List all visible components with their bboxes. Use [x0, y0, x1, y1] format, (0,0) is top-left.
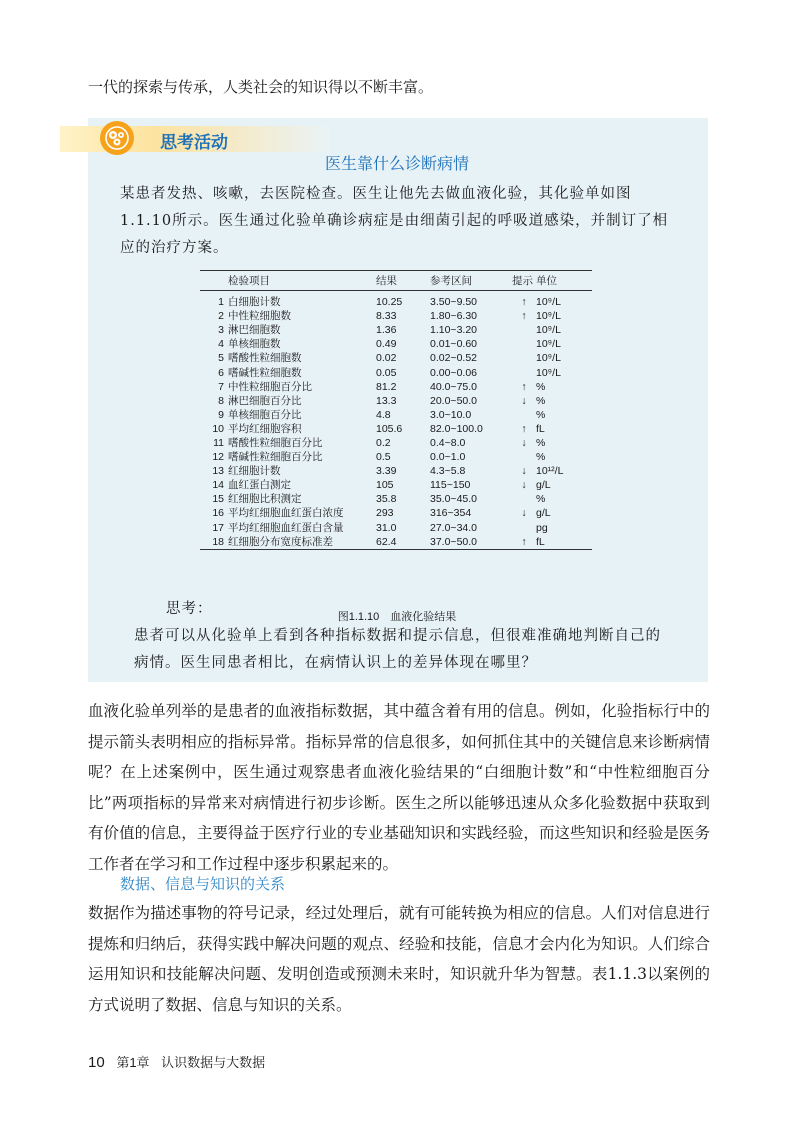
table-row: [200, 422, 592, 436]
cell-unit: g/L: [536, 507, 551, 520]
cell-name: 淋巴细胞数: [228, 324, 281, 337]
cell-ref: 1.10~3.20: [430, 324, 478, 337]
cell-unit: 10⁹/L: [536, 324, 561, 337]
lab-table-body: [200, 291, 592, 549]
cell-flag: [512, 365, 536, 379]
activity-scenario: 某患者发热、咳嗽，去医院检查。医生让他先去做血液化验，其化验单如图1.1.10所示。医生通过化验单确诊病症是由细菌引起的呼吸道感染，并制订了相应的治疗方案。: [120, 186, 669, 256]
cell-flag: ↓: [521, 479, 527, 492]
cell-unit: %: [536, 380, 546, 393]
header-result: 结果: [376, 271, 430, 291]
table-row: [200, 380, 592, 394]
cell-unit: fL: [536, 422, 545, 435]
cell-result: 81.2: [376, 380, 397, 393]
cell-result: 0.5: [376, 451, 391, 464]
cell-ref: 4.3~5.8: [430, 465, 466, 478]
cell-no: 6: [218, 366, 224, 379]
cell-flag: [512, 521, 536, 535]
cell-name: 平均红细胞血红蛋白浓度: [228, 507, 344, 520]
cell-result: 0.05: [376, 366, 397, 379]
cell-no: 5: [218, 352, 224, 365]
table-row: [200, 506, 592, 520]
table-row: [200, 351, 592, 365]
cell-unit: %: [536, 436, 546, 449]
cell-unit: 10⁹/L: [536, 338, 561, 351]
cell-unit: 10⁹/L: [536, 366, 561, 379]
cell-flag: [512, 351, 536, 365]
figure-caption: 图1.1.10 血液化验结果: [337, 611, 457, 623]
cell-no: 15: [212, 493, 224, 506]
cell-no: 17: [212, 521, 224, 534]
cell-unit: %: [536, 493, 546, 506]
cell-unit: %: [536, 408, 546, 421]
table-row: [200, 309, 592, 323]
cell-name: 平均红细胞血红蛋白含量: [228, 521, 344, 534]
cell-ref: 0.01~0.60: [430, 338, 478, 351]
cell-name: 淋巴细胞百分比: [228, 394, 302, 407]
cell-ref: 0.0~1.0: [430, 451, 466, 464]
cell-unit: %: [536, 394, 546, 407]
cell-result: 13.3: [376, 394, 397, 407]
table-row: [200, 337, 592, 351]
activity-heading: 医生靠什么诊断病情: [324, 154, 469, 173]
table-row: [200, 291, 592, 310]
cell-no: 7: [218, 380, 224, 393]
cell-name: 血红蛋白测定: [228, 479, 291, 492]
cell-flag: [512, 492, 536, 506]
cell-flag: [512, 337, 536, 351]
cell-ref: 316~354: [430, 507, 472, 520]
cell-flag: ↓: [521, 465, 527, 478]
cell-ref: 20.0~50.0: [430, 394, 478, 407]
table-row: [200, 535, 592, 549]
cell-unit: fL: [536, 535, 545, 548]
cell-name: 单核细胞百分比: [228, 408, 302, 421]
cell-result: 293: [376, 507, 394, 520]
lab-table-header-row: [200, 271, 592, 291]
cell-ref: 37.0~50.0: [430, 535, 478, 548]
cell-name: 嗜酸性粒细胞数: [228, 352, 302, 365]
cell-no: 18: [212, 535, 224, 548]
cell-unit: 10⁹/L: [536, 310, 561, 323]
cell-name: 中性粒细胞百分比: [228, 380, 312, 393]
cell-ref: 27.0~34.0: [430, 521, 478, 534]
cell-ref: 35.0~45.0: [430, 493, 478, 506]
cell-name: 红细胞比积测定: [228, 493, 302, 506]
cell-name: 单核细胞数: [228, 338, 281, 351]
cell-name: 白细胞计数: [228, 296, 281, 309]
table-row: [200, 450, 592, 464]
cell-flag: ↓: [521, 394, 527, 407]
header-flag: 提示: [512, 271, 536, 291]
cell-flag: [512, 408, 536, 422]
page-number: 10: [88, 1054, 105, 1071]
cell-result: 31.0: [376, 521, 397, 534]
table-row: [200, 492, 592, 506]
cell-no: 11: [213, 436, 224, 449]
cell-no: 2: [218, 310, 224, 323]
activity-tab-title: 思考活动: [160, 133, 228, 153]
cell-no: 8: [218, 394, 224, 407]
think-label: 思考：: [166, 601, 213, 617]
cell-flag: ↓: [521, 436, 527, 449]
cell-no: 1: [218, 296, 224, 309]
table-row: [200, 478, 592, 492]
header-reference: 参考区间: [430, 271, 512, 291]
intro-line: 一代的探索与传承，人类社会的知识得以不断丰富。: [88, 78, 434, 96]
cell-flag: [512, 450, 536, 464]
cell-result: 62.4: [376, 535, 397, 548]
table-row: [200, 408, 592, 422]
cell-ref: 115~150: [430, 479, 471, 492]
table-row: [200, 436, 592, 450]
cell-result: 105.6: [376, 422, 403, 435]
table-row: [200, 521, 592, 535]
chapter-number: 第1章: [116, 1055, 150, 1070]
cell-unit: %: [536, 451, 546, 464]
cell-no: 3: [218, 324, 224, 337]
header-unit: 单位: [536, 271, 592, 291]
table-row: [200, 464, 592, 478]
cell-ref: 0.4~8.0: [430, 436, 466, 449]
cell-name: 红细胞分布宽度标准差: [228, 535, 333, 548]
cell-flag: ↓: [521, 507, 527, 520]
cell-ref: 0.00~0.06: [430, 366, 478, 379]
cell-result: 0.02: [376, 352, 397, 365]
cell-ref: 3.50~9.50: [430, 296, 478, 309]
cell-no: 12: [212, 451, 224, 464]
cell-result: 35.8: [376, 493, 397, 506]
cell-result: 3.39: [376, 465, 397, 478]
cell-flag: ↑: [521, 422, 527, 435]
cell-result: 1.36: [376, 324, 397, 337]
table-row: [200, 365, 592, 379]
cell-flag: ↑: [521, 310, 527, 323]
table-row: [200, 323, 592, 337]
page-footer: [88, 1052, 265, 1071]
cell-no: 4: [218, 338, 224, 351]
section-paragraph: 数据作为描述事物的符号记录，经过处理后，就有可能转换为相应的信息。人们对信息进行提炼和归纳后，获得实践中解决问题的观点、经验和技能，信息才会内化为知识。人们综合运用知识和技能解决问题、发明创造或预测未来时，知识就升华为智慧。表1.1.3以案例的方式说明了数据、信息与知识的关系。: [88, 904, 710, 1014]
cell-unit: 10⁹/L: [536, 352, 561, 365]
cell-ref: 3.0~10.0: [430, 408, 472, 421]
cell-no: 9: [218, 408, 224, 421]
cell-no: 10: [212, 422, 224, 435]
cell-no: 13: [212, 465, 224, 478]
section-title: 数据、信息与知识的关系: [120, 875, 286, 893]
cell-ref: 0.02~0.52: [430, 352, 478, 365]
cell-no: 14: [212, 479, 224, 492]
cell-result: 8.33: [376, 310, 397, 323]
cell-ref: 1.80~6.30: [430, 310, 478, 323]
cell-result: 0.49: [376, 338, 397, 351]
cell-name: 嗜碱性粒细胞百分比: [228, 451, 323, 464]
cell-unit: 10⁹/L: [536, 296, 561, 309]
cell-result: 0.2: [376, 436, 391, 449]
cell-name: 中性粒细胞数: [228, 310, 291, 323]
gear-cluster-icon: [100, 121, 134, 155]
cell-flag: [512, 323, 536, 337]
cell-flag: ↑: [521, 380, 527, 393]
cell-flag: ↑: [521, 535, 527, 548]
cell-unit: 10¹²/L: [536, 465, 564, 478]
lab-report-table: [200, 270, 592, 550]
cell-no: 16: [212, 507, 224, 520]
chapter-title: 认识数据与大数据: [161, 1055, 266, 1070]
table-row: [200, 394, 592, 408]
cell-ref: 40.0~75.0: [430, 380, 478, 393]
cell-flag: ↑: [521, 296, 527, 309]
cell-result: 10.25: [376, 296, 403, 309]
cell-name: 平均红细胞容积: [228, 422, 302, 435]
cell-unit: pg: [536, 521, 548, 534]
cell-result: 4.8: [376, 408, 391, 421]
header-item: 检验项目: [228, 271, 376, 291]
cell-result: 105: [376, 479, 394, 492]
cell-name: 红细胞计数: [228, 465, 281, 478]
cell-name: 嗜酸性粒细胞百分比: [228, 436, 323, 449]
body-paragraph: 血液化验单列举的是患者的血液指标数据，其中蕴含着有用的信息。例如，化验指标行中的提示箭头表明相应的指标异常。指标异常的信息很多，如何抓住其中的关键信息来诊断病情呢？在上述案例中，医生通过观察患者血液化验结果的“白细胞计数”和“中性粒细胞百分比”两项指标的异常来对病情进行初步诊断。医生之所以能够迅速从众多化验数据中获取到有价值的信息，主要得益于医疗行业的专业基础知识和实践经验，而这些知识和经验是医务工作者在学习和工作过程中逐步积累起来的。: [88, 702, 710, 873]
cell-ref: 82.0~100.0: [430, 422, 483, 435]
cell-name: 嗜碱性粒细胞数: [228, 366, 302, 379]
cell-unit: g/L: [536, 479, 551, 492]
think-question: 患者可以从化验单上看到各种指标数据和提示信息，但很难准确地判断自己的病情。医生同患者相比，在病情认识上的差异体现在哪里？: [134, 628, 661, 671]
